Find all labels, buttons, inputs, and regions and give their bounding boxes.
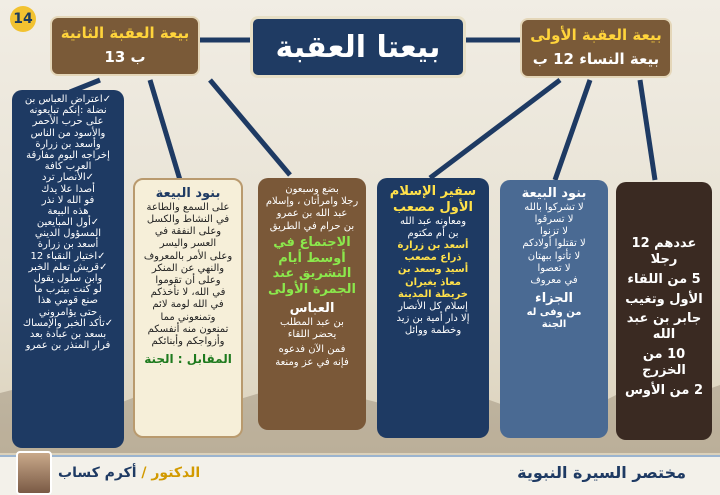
list-item: يحضر اللقاء <box>287 329 337 341</box>
meeting-place: الاجتماع في أوسط أيام التشريق عند الجمرة الأولى <box>268 234 356 298</box>
list-item: ✓قريش تعلم الخبر <box>28 261 108 273</box>
second-aqaba-year: 13 ب <box>104 48 146 66</box>
list-item: بن أم مكتوم <box>407 227 459 239</box>
abbas-label: العباس <box>289 301 335 317</box>
first-pledge-terms-column <box>500 180 608 438</box>
list-item: جابر بن عبد الله <box>626 311 702 343</box>
second-pledge-terms-list <box>141 202 235 348</box>
first-pledge-terms-list <box>506 202 602 287</box>
second-aqaba-title: بيعة العقبة الثانية <box>60 24 190 42</box>
list-item: معاذ يغيران <box>405 276 461 288</box>
page-number-badge: 14 <box>10 6 36 32</box>
list-item: الأول وتغيب <box>625 291 703 307</box>
list-item: من وفى له <box>526 307 582 319</box>
list-item: رجلا وامرأتان ، وإسلام <box>265 196 359 208</box>
list-item: تمنعون منه أنفسكم <box>147 323 229 335</box>
list-item: وعلى الأمر بالمعروف <box>143 250 233 262</box>
list-item: ✓تأكد الخبر والإمساك <box>22 317 114 329</box>
author-credit <box>58 465 200 481</box>
list-item: حتى يؤامروني <box>38 306 98 318</box>
list-item: وعلى النفقة في <box>154 226 222 238</box>
series-brand: مختصر السيرة النبوية <box>517 463 686 482</box>
list-item: أسعد بن زرارة <box>397 240 469 252</box>
list-item: فو الله لا نذر <box>41 194 95 206</box>
second-pledge-terms-heading: بنود البيعة <box>155 186 221 201</box>
list-item: 5 من اللقاء <box>627 271 701 287</box>
envoy-result <box>383 301 483 338</box>
first-pledge-count-column <box>616 182 712 440</box>
abbas-statement <box>264 344 360 368</box>
list-item: وابن سلول يقول <box>33 273 103 284</box>
list-item: والأسود من الناس <box>30 127 106 139</box>
second-pledge-terms-column <box>133 178 243 438</box>
first-aqaba-subtitle: بيعة النساء 12 ب <box>532 50 660 68</box>
list-item: 2 من الأوس <box>624 382 703 398</box>
second-aqaba-header <box>50 16 200 76</box>
objections-column <box>12 90 124 448</box>
list-item: لا تشركوا بالله <box>524 201 584 213</box>
list-item: بسعد بن عبادة بعد <box>29 328 107 340</box>
list-item: لا تقتلوا أولادكم <box>522 238 586 250</box>
list-item: العسر واليسر <box>159 238 217 250</box>
author-avatar <box>16 451 52 495</box>
attendees-column <box>258 178 366 430</box>
list-item: والنهي عن المنكر <box>151 262 225 274</box>
envoy-helper <box>383 216 483 240</box>
list-item: ذراع مصعب <box>404 252 462 264</box>
attendees-list <box>264 184 360 233</box>
envoy-events <box>383 240 483 301</box>
list-item: ✓اعتراض العباس بن <box>24 94 112 105</box>
list-item: وأزواجكم وأبنائكم <box>151 335 225 347</box>
list-item: صنع قومي هذا <box>37 295 99 307</box>
list-item: وخطمة ووائل <box>404 325 462 337</box>
list-item: وتمنعوني مما <box>160 311 216 323</box>
list-item: ✓أول المبايعين <box>36 217 100 229</box>
first-pledge-reward <box>506 307 602 331</box>
first-pledge-reward-heading: الجزاء <box>535 291 573 307</box>
list-item: على حرب الأحمر <box>32 116 104 128</box>
envoy-column <box>377 178 489 438</box>
list-item: نضلة :إنكم تبايعونه <box>29 105 107 117</box>
list-item: على السمع والطاعة <box>146 201 230 213</box>
list-item: بن حرام في الطريق <box>269 220 355 232</box>
first-pledge-terms-heading: بنود البيعة <box>521 186 587 201</box>
list-item: بضع وسبعون <box>285 184 339 195</box>
list-item: المسؤول الديني <box>34 228 102 240</box>
first-aqaba-header <box>520 18 672 78</box>
list-item: 10 من الخزرج <box>642 347 686 379</box>
list-item: أسعد بن زرارة <box>37 239 99 251</box>
list-item: إخراجه اليوم مفارقة <box>26 149 110 161</box>
footer-bar <box>0 455 720 495</box>
list-item: إلا دار أمية بن زيد <box>396 313 470 325</box>
list-item: خريطة المدينة <box>397 288 469 300</box>
abbas-details <box>264 317 360 341</box>
list-item: أسيد وسعد بن <box>397 264 469 276</box>
list-item: لو كنت بيثرب ما <box>34 284 102 296</box>
list-item: فإنه في عز ومنعة <box>275 356 349 368</box>
first-pledge-count-list <box>622 236 706 399</box>
second-pledge-reward: المقابل : الجنة <box>144 352 232 367</box>
list-item: الجنة <box>541 319 567 331</box>
page-title: بيعتا العقبة <box>250 16 466 78</box>
list-item: العرب كافة <box>44 161 92 173</box>
list-item: إسلام كل الأنصار <box>398 301 468 313</box>
first-aqaba-title: بيعة العقبة الأولى <box>530 26 662 44</box>
author-title: الدكتور / <box>141 465 201 481</box>
list-item: ومعاونه عبد الله <box>399 215 467 227</box>
list-item: عددهم 12 رجلا <box>631 236 697 267</box>
list-item: في النشاط والكسل <box>146 214 230 226</box>
list-item: لا تسرقوا <box>534 214 574 226</box>
list-item: فرار المنذر بن عمرو <box>25 340 111 352</box>
list-item: بن عبد المطلب <box>280 317 344 329</box>
list-item: لا تزنوا <box>540 226 568 238</box>
author-name: أكرم كساب <box>58 465 137 481</box>
list-item: ✓الأنصار ترد <box>41 172 95 184</box>
list-item: لا تعصوا <box>537 262 571 274</box>
list-item: في معروف <box>530 274 578 286</box>
list-item: في الله، لا تأخذكم <box>150 287 226 299</box>
list-item: فمن الآن فدعوه <box>278 344 346 356</box>
list-item: في الله لومة لائم <box>152 299 224 311</box>
list-item: وعلى أن تقوموا <box>155 274 221 286</box>
envoy-heading: سفير الإسلام الأول مصعب <box>389 184 477 215</box>
list-item: لا تأتوا ببهتان <box>527 250 581 262</box>
list-item: هذه البيعة <box>47 205 89 217</box>
list-item: وأسعد بن زرارة <box>35 138 101 150</box>
list-item: أصدا علا يدك <box>41 183 95 195</box>
list-item: ✓اختيار النقباء 12 <box>30 250 106 262</box>
list-item: عبد الله بن عمرو <box>276 208 348 220</box>
